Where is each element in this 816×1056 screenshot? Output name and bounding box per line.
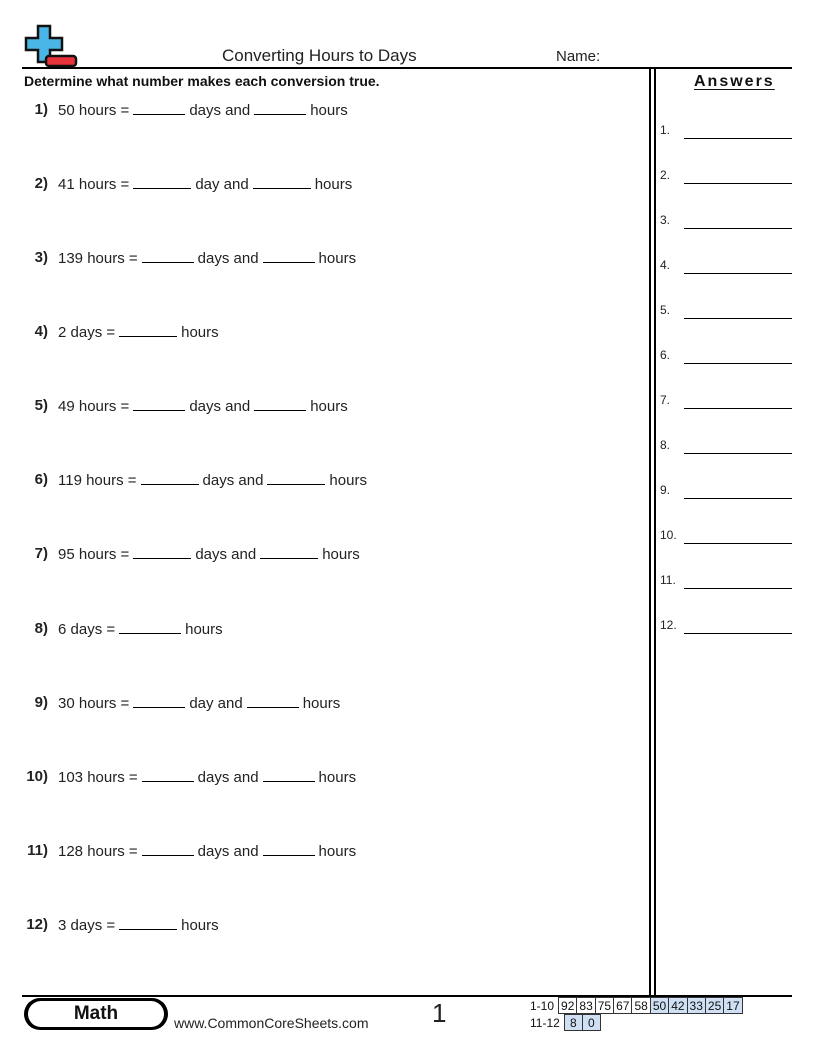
- problem-text-part: days and: [189, 398, 251, 415]
- score-key-value: 25: [705, 998, 723, 1014]
- answer-line[interactable]: [684, 453, 792, 454]
- score-key-value: 75: [595, 998, 613, 1014]
- problem-text-part: days and: [197, 250, 259, 267]
- answer-line[interactable]: [684, 363, 792, 364]
- problem-text-part: 6 days =: [58, 621, 116, 638]
- score-key-label: 1-10: [530, 998, 555, 1013]
- answer-number: 4.: [660, 258, 671, 272]
- problem-item: [0, 323, 640, 343]
- answer-blank[interactable]: [142, 249, 194, 263]
- answer-blank[interactable]: [119, 916, 177, 930]
- problem-text-part: hours: [310, 398, 348, 415]
- answer-blank[interactable]: [142, 842, 194, 856]
- score-key-value: 58: [632, 998, 650, 1014]
- score-key-value: 92: [559, 998, 577, 1014]
- answer-blank[interactable]: [133, 175, 191, 189]
- problem-text-part: hours: [318, 250, 357, 267]
- problem-item: [0, 916, 640, 936]
- answer-number: 1.: [660, 123, 671, 137]
- problem-text-part: 2 days =: [58, 324, 116, 341]
- answer-number: 9.: [660, 483, 671, 497]
- answer-line[interactable]: [684, 228, 792, 229]
- problem-text-part: 41 hours =: [58, 176, 130, 193]
- problem-item: [0, 545, 640, 565]
- problem-text: [58, 842, 356, 860]
- answer-blank[interactable]: [133, 101, 185, 115]
- problem-item: [0, 620, 640, 640]
- problem-text-part: hours: [181, 324, 219, 341]
- column-divider: [649, 69, 651, 996]
- problem-number: 1): [34, 101, 48, 118]
- score-key-row-2: [528, 1014, 601, 1031]
- answer-blank[interactable]: [133, 397, 185, 411]
- answer-line[interactable]: [684, 408, 792, 409]
- answer-line[interactable]: [684, 498, 792, 499]
- problem-text: [58, 249, 356, 267]
- problem-item: [0, 842, 640, 862]
- problem-text-part: hours: [302, 695, 341, 712]
- problem-text: [58, 397, 348, 415]
- answer-number: 11.: [660, 573, 676, 587]
- answer-line[interactable]: [684, 138, 792, 139]
- answer-blank[interactable]: [142, 768, 194, 782]
- answer-line[interactable]: [684, 183, 792, 184]
- problem-text-part: days and: [197, 843, 259, 860]
- problem-number: 2): [34, 175, 48, 192]
- answer-line[interactable]: [684, 543, 792, 544]
- problem-text-part: hours: [318, 843, 357, 860]
- site-url: www.CommonCoreSheets.com: [174, 1015, 369, 1031]
- problem-number: 5): [34, 397, 48, 414]
- problem-item: [0, 471, 640, 491]
- problem-text-part: days and: [197, 769, 259, 786]
- problem-text-part: hours: [314, 176, 353, 193]
- problem-number: 12): [26, 916, 48, 933]
- problem-text: [58, 620, 223, 638]
- instructions: Determine what number makes each conversion true.: [24, 73, 380, 89]
- answer-number: 10.: [660, 528, 677, 542]
- answers-heading: Answers: [694, 73, 775, 90]
- problem-text-part: hours: [185, 621, 223, 638]
- problem-number: 7): [34, 545, 48, 562]
- problem-number: 10): [26, 768, 48, 785]
- problem-number: 4): [34, 323, 48, 340]
- problem-item: [0, 101, 640, 121]
- problem-text: [58, 323, 219, 341]
- answer-blank[interactable]: [263, 249, 315, 263]
- problem-text-part: 30 hours =: [58, 695, 130, 712]
- column-divider: [654, 69, 656, 996]
- problem-text-part: 128 hours =: [58, 843, 138, 860]
- score-key-value: 33: [687, 998, 705, 1014]
- score-key-value: 42: [669, 998, 687, 1014]
- answer-blank[interactable]: [133, 694, 185, 708]
- problem-text-part: days and: [189, 102, 251, 119]
- worksheet-title: Converting Hours to Days: [222, 46, 417, 65]
- problem-text-part: hours: [310, 102, 348, 119]
- problem-item: [0, 768, 640, 788]
- score-key-value: 17: [724, 998, 742, 1014]
- answer-blank[interactable]: [133, 545, 191, 559]
- problem-text-part: hours: [318, 769, 357, 786]
- problem-text-part: 95 hours =: [58, 546, 130, 563]
- problem-number: 8): [34, 620, 48, 637]
- problem-text-part: day and: [189, 695, 243, 712]
- score-key-value: 0: [582, 1015, 600, 1031]
- answer-blank[interactable]: [263, 768, 315, 782]
- problem-text-part: 50 hours =: [58, 102, 130, 119]
- plus-minus-logo-icon: [22, 24, 80, 68]
- problem-text-part: hours: [329, 472, 367, 489]
- header-rule: [22, 67, 792, 69]
- answer-number: 5.: [660, 303, 671, 317]
- score-key-label: 11-12: [530, 1015, 560, 1030]
- answer-number: 2.: [660, 168, 671, 182]
- problem-text: [58, 101, 348, 119]
- problem-item: [0, 694, 640, 714]
- score-key-row-1: [528, 997, 743, 1014]
- answer-blank[interactable]: [254, 101, 306, 115]
- problem-text-part: hours: [322, 546, 360, 563]
- problem-text: [58, 916, 219, 934]
- answer-number: 3.: [660, 213, 671, 227]
- answer-blank[interactable]: [260, 545, 318, 559]
- problem-text-part: day and: [195, 176, 249, 193]
- answer-blank[interactable]: [141, 471, 199, 485]
- name-label: Name:: [556, 48, 601, 65]
- problem-text-part: hours: [181, 917, 219, 934]
- answer-blank[interactable]: [119, 620, 181, 634]
- problem-text-part: 119 hours =: [58, 472, 137, 489]
- answer-blank[interactable]: [247, 694, 299, 708]
- problem-text-part: 103 hours =: [58, 769, 138, 786]
- score-key-value: 50: [650, 998, 668, 1014]
- answer-number: 6.: [660, 348, 671, 362]
- problem-text: [58, 175, 352, 193]
- answer-line[interactable]: [684, 273, 792, 274]
- answer-blank[interactable]: [254, 397, 306, 411]
- problem-text: [58, 694, 340, 712]
- answer-number: 12.: [660, 618, 677, 632]
- problem-number: 3): [34, 249, 48, 266]
- problem-text-part: 49 hours =: [58, 398, 130, 415]
- answer-line[interactable]: [684, 588, 792, 589]
- problem-text-part: 3 days =: [58, 917, 116, 934]
- problem-number: 9): [34, 694, 48, 711]
- problem-text: [58, 545, 360, 563]
- problem-item: [0, 397, 640, 417]
- answer-number: 8.: [660, 438, 671, 452]
- answer-blank[interactable]: [119, 323, 177, 337]
- problem-item: [0, 175, 640, 195]
- problem-text-part: 139 hours =: [58, 250, 138, 267]
- answer-blank[interactable]: [263, 842, 315, 856]
- problem-text: [58, 471, 367, 489]
- problem-number: 11): [27, 842, 48, 859]
- page-number: 1: [432, 998, 447, 1028]
- problem-text-part: days and: [202, 472, 264, 489]
- score-key-value: 83: [577, 998, 595, 1014]
- score-key-value: 8: [564, 1015, 582, 1031]
- subject-label: Math: [28, 1001, 164, 1027]
- problem-item: [0, 249, 640, 269]
- score-key-value: 67: [614, 998, 632, 1014]
- problem-text-part: days and: [195, 546, 257, 563]
- answer-blank[interactable]: [253, 175, 311, 189]
- answer-number: 7.: [660, 393, 671, 407]
- answer-line[interactable]: [684, 318, 792, 319]
- answer-blank[interactable]: [267, 471, 325, 485]
- answer-line[interactable]: [684, 633, 792, 634]
- problem-number: 6): [34, 471, 48, 488]
- subject-badge: [24, 998, 168, 1030]
- problem-text: [58, 768, 356, 786]
